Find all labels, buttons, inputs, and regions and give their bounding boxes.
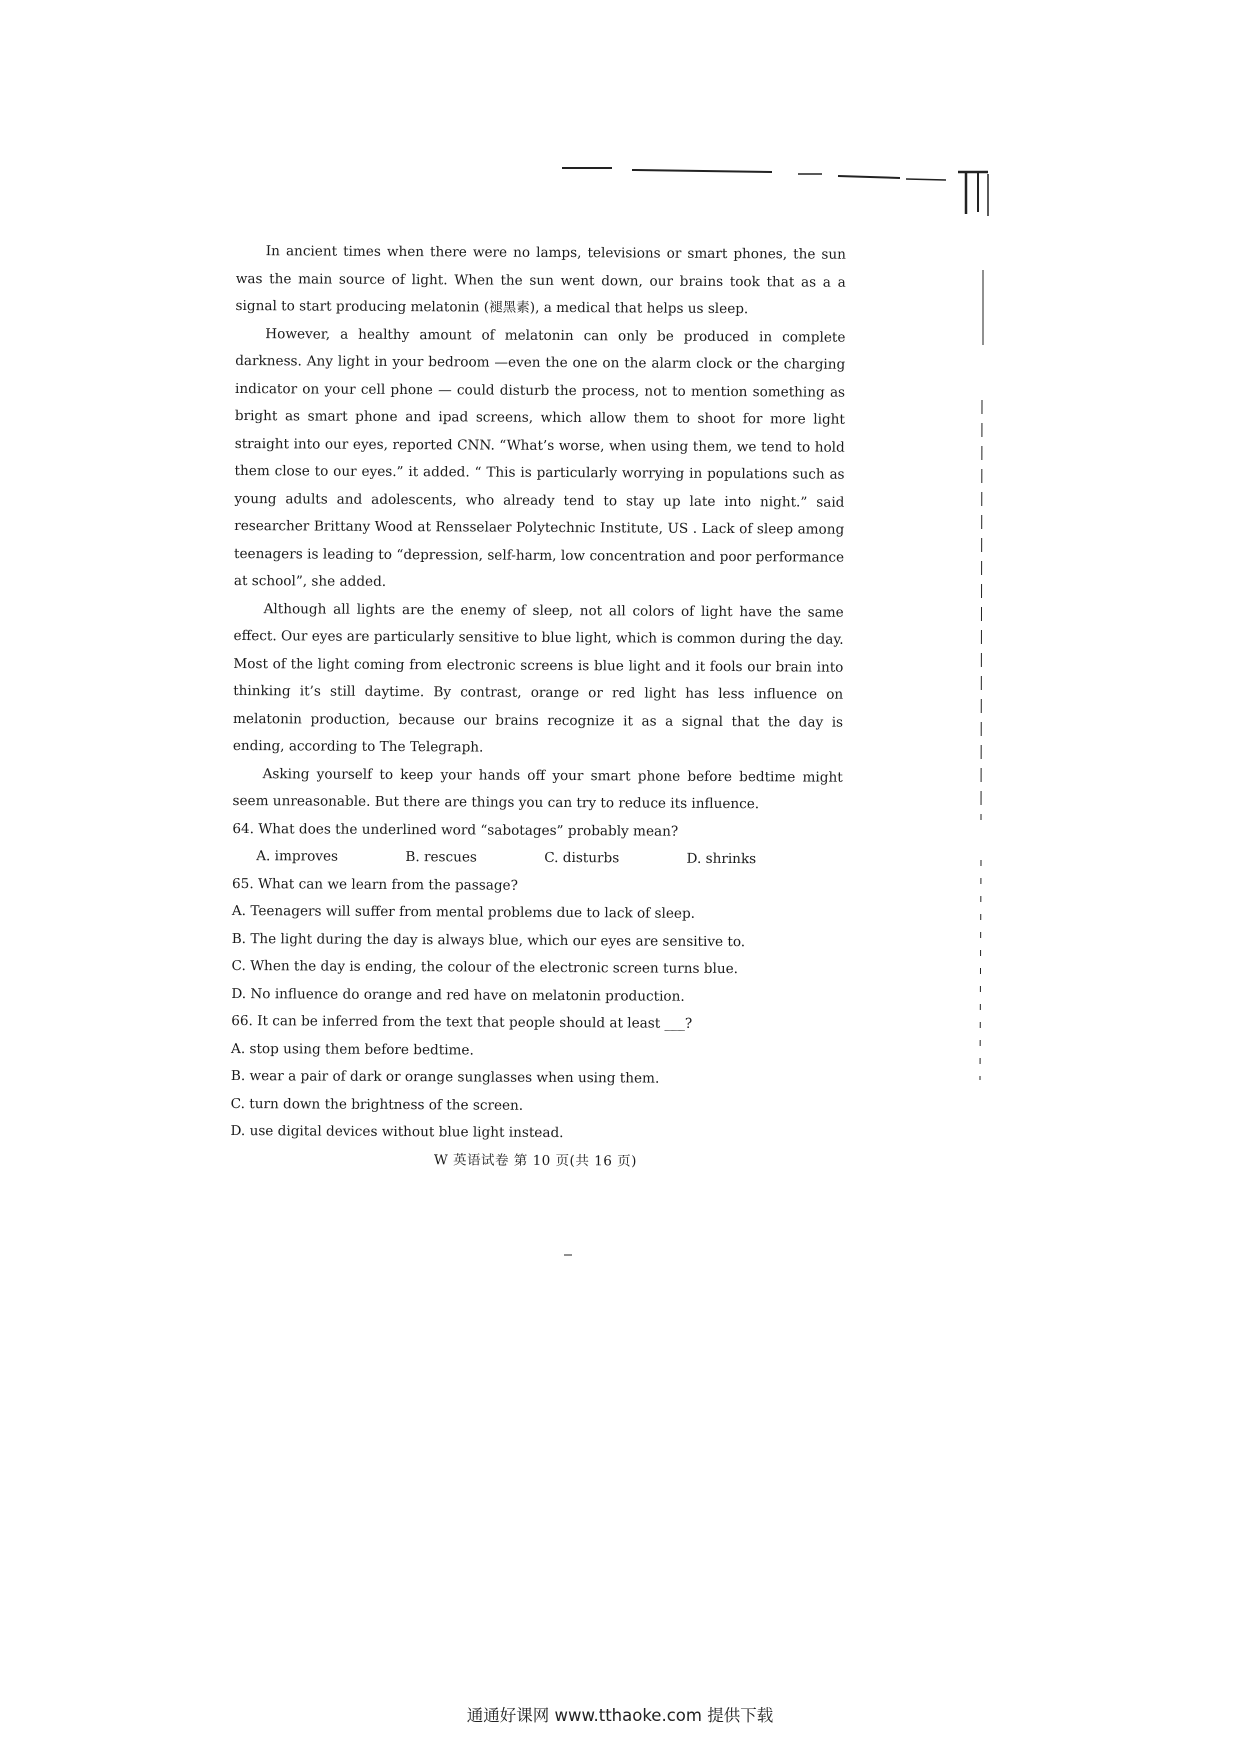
answer-option-c: C. turn down the brightness of the screen. bbox=[230, 1095, 524, 1114]
question-65 bbox=[231, 870, 842, 1011]
answer-option-c: C. When the day is ending, the colour of the electronic screen turns blue. bbox=[231, 957, 739, 978]
passage-paragraph: Although all lights are the enemy of sleep, not all colors of light have the same effect. Our eyes are particularly sensitive to blue light, which is common during the day. Most of the light coming from electronic screens is blue light and it fools our brain into thinking it’s still daytime. By contrast, orange or red light has less influence on melatonin production, because our brains recognize it as a signal that the day is ending, according to The Telegraph. bbox=[232, 600, 844, 756]
question-stem: 66. It can be inferred from the text that people should at least ___? bbox=[231, 1012, 693, 1032]
answer-option-c: C. disturbs bbox=[544, 849, 620, 867]
question-stem: 64. What does the underlined word “sabotages” probably mean? bbox=[232, 820, 679, 840]
answer-option-a: A. improves bbox=[256, 848, 339, 865]
passage-paragraph: Asking yourself to keep your hands off your smart phone before bedtime might seem unreasonable. But there are things you can try to reduce its influence. bbox=[232, 765, 843, 813]
answer-options bbox=[232, 843, 776, 874]
header-rule-segment bbox=[632, 170, 772, 172]
download-watermark: 通通好课网 www.tthaoke.com 提供下载 bbox=[466, 1706, 774, 1725]
answer-option-b: B. wear a pair of dark or orange sunglasses when using them. bbox=[230, 1067, 660, 1087]
answer-option-a: A. stop using them before bedtime. bbox=[231, 1040, 474, 1058]
question-stem: 65. What can we learn from the passage? bbox=[232, 875, 518, 894]
header-rule-segment bbox=[838, 176, 900, 178]
page-footer: W 英语试卷 第 10 页(共 16 页) bbox=[433, 1151, 637, 1169]
passage-paragraph: However, a healthy amount of melatonin can only be produced in complete darkness. Any light in your bedroom —even the one on the alarm clock or the charging indicator on your cell phone — could disturb the process, not to mention something as bright as smart phone and ipad screens, which allow them to shoot for more light straight into our eyes, reported CNN. “What’s worse, when using them, we tend to hold them close to our eyes.” it added. “ This is particularly worrying in populations such as young adults and adolescents, who already tend to stay up late into night.” said researcher Brittany Wood at Rensselaer Polytechnic Institute, US . Lack of sleep among teenagers is leading to “depression, self-harm, low concentration and poor performance at school”, she added. bbox=[233, 325, 846, 590]
passage-paragraph: In ancient times when there were no lamps, televisions or smart phones, the sun was the main source of light. When the sun went down, our brains took that as a a signal to start producing melatonin (褪黑素), a medical that helps us sleep. bbox=[235, 243, 846, 318]
question-64 bbox=[232, 815, 842, 874]
fold-line bbox=[980, 860, 981, 1080]
answer-option-b: B. rescues bbox=[405, 849, 477, 866]
answer-option-d: D. shrinks bbox=[686, 850, 757, 868]
answer-option-d: D. No influence do orange and red have on melatonin production. bbox=[231, 985, 685, 1005]
fold-line bbox=[981, 400, 982, 820]
exam-page bbox=[230, 238, 846, 1177]
answer-option-a: A. Teenagers will suffer from mental problems due to lack of sleep. bbox=[231, 902, 696, 922]
answer-option-d: D. use digital devices without blue light instead. bbox=[230, 1122, 564, 1142]
answer-option-b: B. The light during the day is always blue, which our eyes are sensitive to. bbox=[231, 930, 746, 950]
question-66 bbox=[230, 1008, 841, 1149]
header-rule-segment bbox=[906, 179, 946, 180]
